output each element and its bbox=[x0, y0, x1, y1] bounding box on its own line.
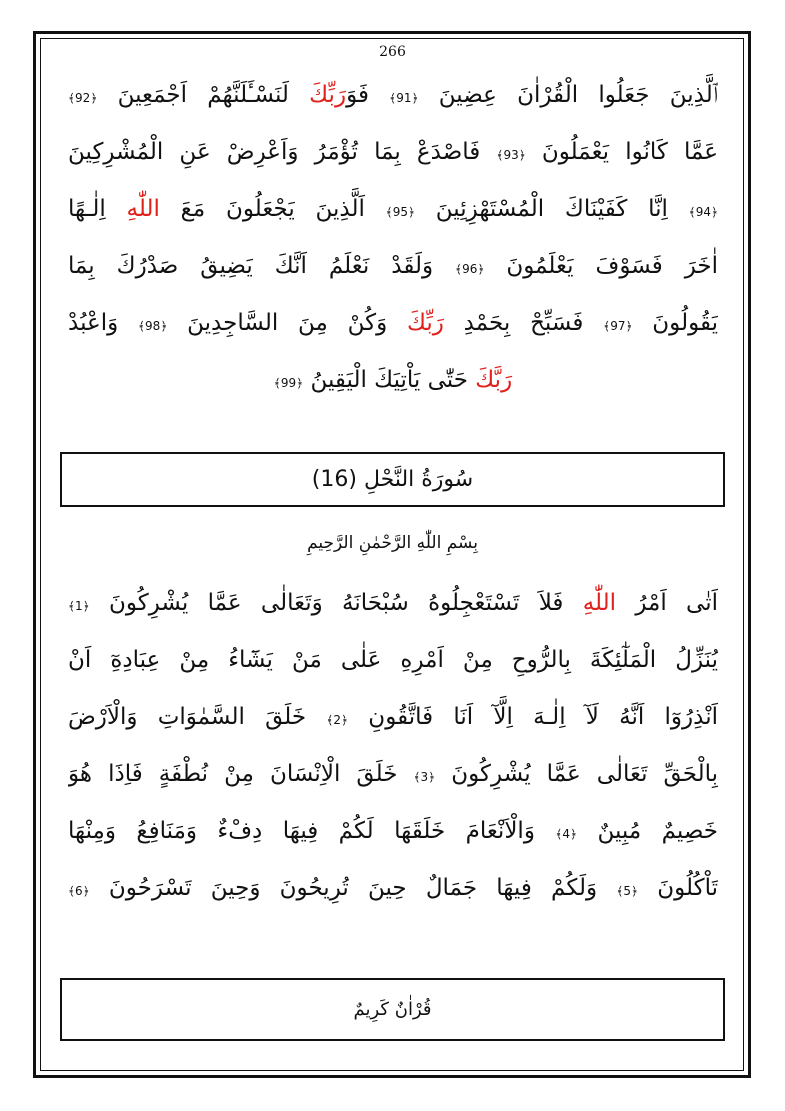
verse-number-marker: ﴿93﴾ bbox=[496, 148, 526, 162]
verse-line: يَقُولُونَ ﴿97﴾ فَسَبِّحْ بِحَمْدِ رَبِّكَ وَكُنْ مِنَ السَّاجِدِينَ ﴿98﴾ وَاعْبُدْ bbox=[68, 310, 718, 336]
highlighted-word: رَبِّكَ bbox=[309, 82, 347, 108]
verse-number-marker: ﴿6﴾ bbox=[68, 884, 90, 898]
verse-number-marker: ﴿99﴾ bbox=[273, 376, 304, 390]
highlighted-word: اللّٰهِ bbox=[582, 590, 617, 616]
highlighted-word: اللّٰهِ bbox=[126, 196, 160, 222]
highlighted-word: رَبِّكَ bbox=[407, 310, 444, 336]
highlighted-word: رَبَّكَ bbox=[475, 367, 513, 393]
verses-block-bottom bbox=[68, 575, 718, 917]
verse-line: اٰخَرَ فَسَوْفَ يَعْلَمُونَ ﴿96﴾ وَلَقَدْ نَعْلَمُ اَنَّكَ يَضِيقُ صَدْرُكَ بِمَا bbox=[68, 253, 718, 279]
verse-number-marker: ﴿2﴾ bbox=[326, 713, 349, 727]
verse-number-marker: ﴿95﴾ bbox=[385, 205, 416, 219]
verse-number-marker: ﴿98﴾ bbox=[138, 319, 168, 333]
verse-line: ﴿94﴾ اِنَّا كَفَيْنَاكَ الْمُسْتَهْزِئِينَ ﴿95﴾ اَلَّذِينَ يَجْعَلُونَ مَعَ اللّٰهِ اِلٰـهًا bbox=[68, 196, 718, 222]
verse-line: تَاْكُلُونَ ﴿5﴾ وَلَكُمْ فِيهَا جَمَالٌ حِينَ تُرِيحُونَ وَحِينَ تَسْرَحُونَ ﴿6﴾ bbox=[68, 875, 718, 901]
page-number: 266 bbox=[379, 44, 406, 60]
verse-number-marker: ﴿96﴾ bbox=[455, 262, 485, 276]
verse-line: اَنْذِرُوٓا اَنَّهُ لَآ اِلٰـهَ اِلَّآ اَنَا فَاتَّقُونِ ﴿2﴾ خَلَقَ السَّمٰوَاتِ وَالْاَرْضَ bbox=[68, 704, 718, 730]
basmala: بِسْمِ اللّٰهِ الرَّحْمٰنِ الرَّحِيمِ bbox=[307, 533, 478, 553]
verse-line: يُنَزِّلُ الْمَلٰٓئِكَةَ بِالرُّوحِ مِنْ اَمْرِهِ عَلٰى مَنْ يَشَٓاءُ مِنْ عِبَادِهِٓ اَنْ bbox=[68, 647, 718, 673]
verse-number-marker: ﴿1﴾ bbox=[68, 599, 90, 613]
verse-number-marker: ﴿94﴾ bbox=[688, 205, 718, 219]
verse-line: بِالْحَقِّ تَعَالٰى عَمَّا يُشْرِكُونَ ﴿3﴾ خَلَقَ الْاِنْسَانَ مِنْ نُطْفَةٍ فَاِذَا هُوَ bbox=[68, 761, 718, 787]
verse-number-marker: ﴿92﴾ bbox=[68, 91, 98, 105]
verse-line: اَتٰى اَمْرُ اللّٰهِ فَلاَ تَسْتَعْجِلُوهُ سُبْحَانَهُ وَتَعَالٰى عَمَّا يُشْرِكُونَ ﴿1﴾ bbox=[68, 590, 718, 616]
verse-line: خَصِيمٌ مُبِينٌ ﴿4﴾ وَالْاَنْعَامَ خَلَقَهَا لَكُمْ فِيهَا دِفْءٌ وَمَنَافِعُ وَمِنْهَا bbox=[68, 818, 718, 844]
verse-number-marker: ﴿97﴾ bbox=[603, 319, 633, 333]
verse-line: ﭐﻟَّﺬِﻳﻦَ جَعَلُوا الْقُرْاٰنَ عِضِينَ ﴿91﴾ فَوَرَبِّكَ لَنَسْـَٔلَنَّهُمْ اَجْمَعِينَ ﴿92﴾ bbox=[68, 82, 718, 108]
verse-number-marker: ﴿5﴾ bbox=[616, 884, 639, 898]
verse-number-marker: ﴿91﴾ bbox=[389, 91, 419, 105]
verses-block-top bbox=[68, 67, 718, 409]
surah-title: سُورَةُ النَّحْلِ (16) bbox=[311, 467, 474, 492]
verse-line: رَبَّكَ حَتّٰى يَاْتِيَكَ الْيَقِينُ ﴿99﴾ bbox=[273, 367, 513, 393]
verse-number-marker: ﴿4﴾ bbox=[555, 827, 578, 841]
surah-title-box bbox=[60, 452, 725, 507]
verse-line: عَمَّا كَانُوا يَعْمَلُونَ ﴿93﴾ فَاصْدَعْ بِمَا تُؤْمَرُ وَاَعْرِضْ عَنِ الْمُشْرِكِينَ bbox=[68, 139, 718, 165]
footer-title: قُرْاٰنٌ كَرِيمٌ bbox=[353, 999, 432, 1020]
verse-number-marker: ﴿3﴾ bbox=[413, 770, 436, 784]
footer-box bbox=[60, 978, 725, 1041]
